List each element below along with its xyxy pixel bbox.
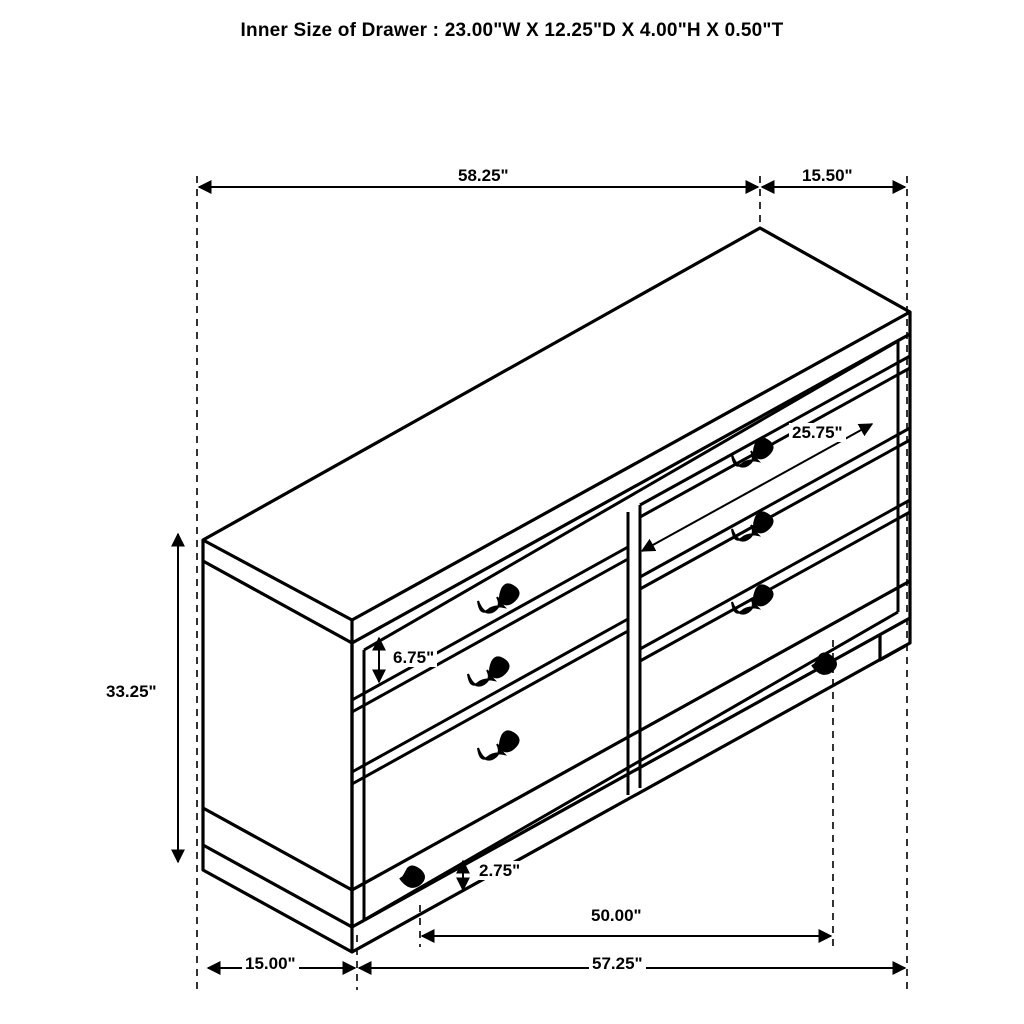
dim-label-top-width: 58.25" [455,166,512,185]
dresser-outline [203,228,910,952]
dim-label-base-inner-width: 50.00" [588,906,645,925]
dim-label-base-left-depth: 15.00" [242,954,299,973]
dim-label-overall-height: 33.25" [103,682,160,701]
page-title: Inner Size of Drawer : 23.00"W X 12.25"D X 4.00"H X 0.50"T [240,20,784,41]
dim-label-top-right-depth: 15.50" [799,166,856,185]
dim-label-drawer-diagonal: 25.75" [789,423,846,442]
dim-label-base-height: 2.75" [476,861,523,880]
dim-label-drawer-height: 6.75" [390,648,437,667]
dimension-lines [178,187,905,968]
dim-label-base-width: 57.25" [589,954,646,973]
extension-lines [197,176,907,990]
